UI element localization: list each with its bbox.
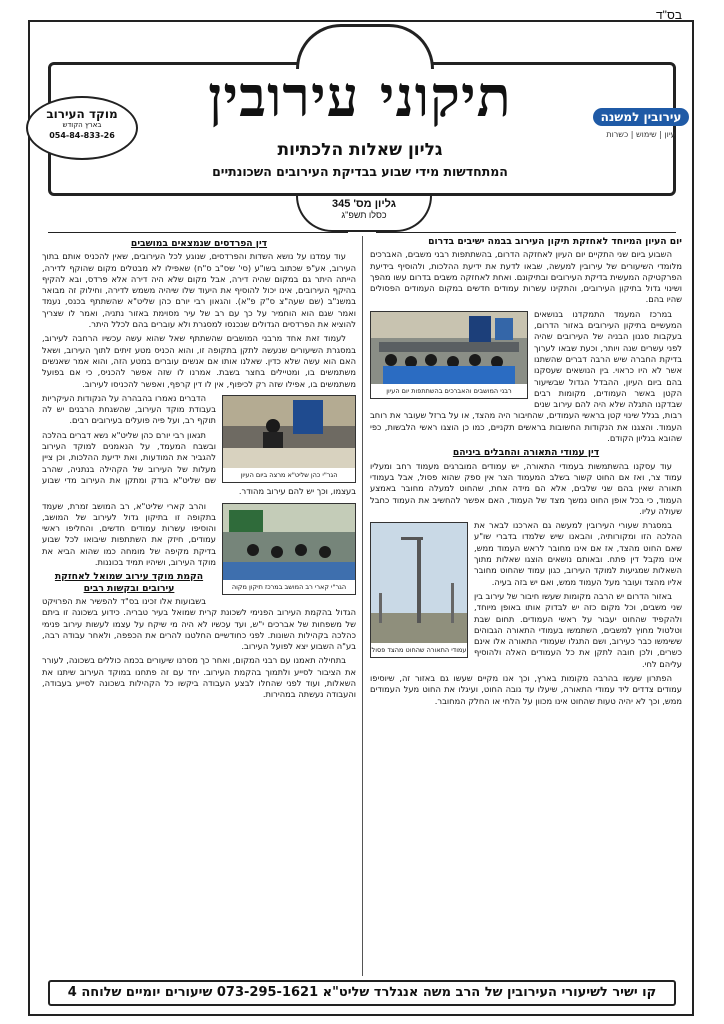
photo-scene [223,504,355,580]
article-paragraph: במרכז המעמד התמקדנו בנושאים המעשיים בתיקון העירובים באזור הדרום, בעקבות סגנון הבניה של העירובים שהיה לפני עשרים שנה ויותר, וכעת שבאו לערוך בדיקת החברה שיש הרבה דברים שהשתנו אשר לא היו כראוי. בין הנושאים שעסקנו בהם ביום העיון, ההבדל הגדול שבשיעור הקטן באשר העמודים, מקומות רבים שבדקנו התגלה שלא היה להם עירוב שנים רבות, בגלל שינוי קטן בראשי העמודים, שהחיבור היה מהצד, או על ברזל שעובר את רוחב העמוד. והצגנו את הנקודות החשובות בראשים תקניים, כמו כן הוצגו ראשי הלבשות, כפי שהובא בגליון הקודם. [370,308,682,444]
photo-scene [223,396,355,468]
issue-tab [296,196,432,232]
logo-name: עירובין למשנה [593,108,690,126]
logo-tagline: עיון | שימוש | כשרות [606,130,676,139]
photo-caption: רבני המושבים והאברכים בהשתתפות יום העיון [371,384,527,398]
article-paragraph: והרב קארי שליט"א, רב המושב זמרת, שעמד בתקופה זו בתיקון גדול לעירוב של המושב, והוסיפו עשרות עמודים חדשים, והחליפו ראשי עמודים, חיזק את השתתפות שיבואו לכל שבוע בדיקת מקיפה של מומחה כמו שהוא הביא את מוקד העירוב, ושיהיו תמיד בכוננות. [42,500,216,568]
article-paragraph: הדברים נאמרו בהבהרה על הנקודות העיקריות בעבודת מוקד העירוב, שהשגחת הרבנים יש לה תוקף רב, ועל פיה פועלים בעירובים רבים. [42,392,216,426]
speaker-photo [222,395,356,483]
article-paragraph: בתחילה תאמנו עם רבני המקום, ואחר כך מסרנו שיעורים בכמה כוללים בשכונה, לעורר את הציבור לסייע ולתמוך בהקמת העירוב. יחד עם זה פתחנו במוקד העירוב שיתנו את השאלות, ועוד לפני שהחלו לבצע העבודה ביקשו כל הקהילות בשכונה לסייע בעבודה, והעבודה נעשתה במהירות. [42,655,356,700]
photo-caption: עמודי התאורה שהחוט מהצד פסול [371,643,467,657]
article-paragraph: במסגרת שעורי העירובין למעשה גם הארכנו לבאר את ההלכה הזו ומקורותיה, והבאנו שיש שלמדו בדברי שו"ע שאם החוט מהצד, אז אם אינו מחובר לראש העמוד ממש, אינו מקבל דין פתח. ובאותם נושאים הוצגו שאלות מתוך השאלות שמגיעות למוקד העירוב, כגון עמוד שהחוט מחובר אליו מהצד ועובר מעל העמוד ממש, ואם יש בזה בעיה. [474,520,682,587]
article-paragraph: באזור הדרום יש הרבה מקומות שעשו חיבור של עירוב בין שני משבים, וכל מקום כזה יש לבדוק אותו באופן מיוחד, ולהקפיד שהחוט יעבור על ראשי העמודים. תחום שבת וטלטול מחוץ למשבים, השתמשו בעמודי התאורה הגבוהים ששימשו כבר כעירוב, ושם התגלו שעמודי התאורה אלו אינם כשרים, ולכן חובה לתקן את כל העמודים האלה ולהוסיף עליהם לחי. [473,590,682,669]
newsletter-title: תיקוני עירובין [208,64,512,130]
article-heading: דין עמודי התאורה והחבלים ביניהם [452,447,600,459]
issue-number: גליון מס' 345 [331,198,397,210]
photo-caption: הגר"י כהן שליט"א מרצה ביום העיון [223,468,355,482]
article-paragraph: בשבועות אלו זכינו בס"ד להפשיר את הפרויקט הגדול בהקמת העירוב הפנימי לשכונת קרית שמואל בעיר טבריה. כידוע בשכונה זו ביתם של משפחות של אברכים י"ש, ועד עכשיו לא היה מי שיקח על עצמו לעשות עירוב פנימי כהלכה בקהילות השונות. לפני כחודשיים החלטנו להרים את הכפפה, ולאחר עבודה רבה, בע"ה השבוע יצא לפועל העירוב. [42,595,356,652]
photo-scene [371,523,467,643]
newsletter-subtitle-line2: המתחדשות מידי שבוע בבדיקת העירובים השכונתיים [212,164,508,179]
issue-date: כסלו תשפ"ג [341,210,387,220]
hotline-seal [26,96,138,160]
article-paragraph: תגאון רבי יורם כהן שליט"א נשא דברים בהלכה ובשבח המעמד, על הנאמנים למוקד העירוב להגביר את המודעות, ואת ידיעת ההלכות, וכן ציין מעלות של העירוב של הקהילה בנתניה, שהרב שם שליט"א בודק ומתקן את העירוב מדי שבוע בעצמו, וכך יש להם עירוב מהודר. [42,429,356,497]
brand-logo [586,102,696,156]
article-paragraph: עוד עסקנו בהשתמשות בעמודי התאורה, יש עמודים המוברגים מעמוד רחב ומעליו עמוד צר, ואז אם החוט קשור בשלב המעמוד הצר אין ספק שהוא פסול, אבל בעמודי תאורה שאין בהם שני שלבים, אלא הם מידה אחת, שהחוט למעלה מחובר באמצע העמוד, כי בכל אופן החוט נמשך מצד של העמוד, האם אפשר להחשיב את העמוד כחבל שעולה עליו. [370,460,682,516]
seal-title: מוקד העירוב [46,107,118,121]
article-paragraph: עוד עמדנו על נושא השדות והפרדסים, שנוגע לכל העירובים, שאין להכניס אותם בתוך העירוב, אע"פ שכתוב בשו"ע (סי' שס"ב ס"ח) שאפילו לא מבטלים מקום שהוקף לדירה, הייתה היתר גם במקום שהיה דירה, אבל מקום שלא היה דירה אלא פרדס, ובא להקיף בהיקף העירובים, אינו יכול להוסיף את היעוד שלו שיהיה משמש לדירה, וחילוק זה מבואר במשנ"ב (שם שעה"צ ס"ק פ"א). והגאון רבי יורם כהן שליט"א שהשתתף בכנס, נעמד ואמר שגם הוא הוחמיר על כך עם רב של עיר מסוימת באזור נתניה, ואמר לו שצריך להוציא את הפרדסים הגדולים שנכנסו למסגרת ולא עוברים בהם לכלל היתר. [42,251,356,330]
article-heading: יום העיון המיוחד לאחזקת תיקון העירוב בבמה ישיבים בדרום [428,236,682,247]
article-paragraph: הפתרון שעשו בהרבה מקומות בארץ, וכך אנו מקיים שעשו גם באזור זה, שיוסיפו עמודים צדדים ליד עמודי התאורה, שיעלו עד גובה החוט, ועיגלו את החוט מעל העמודים ממש, וכך לא יהיה טעות שהחוט אינו מכוון על הלחי או החלק המחובר. [370,672,682,706]
rabbi-photo [222,503,356,595]
column-divider [362,236,363,976]
right-column [370,236,682,971]
pole-photo [370,522,468,658]
separator-right [376,232,676,233]
hotline-footer: קו ישיר לשיעורי העירובין של הרב משה אנגלרד שליט"א 073-295-1621 שיעורים יומיים שלוחה 4 [48,980,676,1006]
article-paragraph: לעמוד זאת אחד מרבני המושבים שהשתתף שאל שהוא עשה עכשיו הרחבה לעירוב, במסגרת השיעורים שנעשה לתקן בתקופה זו, והוא הכניס מטע זיתים לתוך העירוב, ושאל האם הוא עשה שלא כדין. שאלנו אותו אם אנשים עוברים במטע הזה, והוא אמר שאנשים משתמשים בו, ומטיילים בחצר בשבת. אמרנו לו שזה אפשר להכניס, כי אם בפועל משתמשים בו, אפילו שזה רק לכיפוף, אין לו דין קרפף, ואפשר להכניסו לעירוב. [42,333,356,389]
event-photo [370,311,528,399]
left-column [42,236,356,971]
seal-subtitle: בארץ הקודש [62,121,102,129]
newsletter-subtitle: גליון שאלות הלכתיות [277,140,443,160]
separator-left [48,232,348,233]
seal-phone: 054-84-833-26 [49,131,115,140]
article-heading: דין הפרדסים שנמצאים במושבים [130,238,268,249]
bsd-mark: בס"ד [656,8,682,22]
photo-scene [371,312,527,384]
article-heading: הקמת מוקד עירוב שמואל לאחזקת עירובים ובקשות רבים [54,571,204,594]
article-paragraph: השבוע ביום שני התקיים יום העיון לאחזקה הדרום, בהשתתפות רבני משבים, האברכים מלומדי השיעורים של עירובין למעשה, שבאו לדעת את ידיעת ההלכות, ולהוסיף בידיעת הפרקטיקה המעשית בדיקת העירובים ובתיקונם. ואחת לאחזקה משבים בדרום עשו מהפך ושינוי גדול בתיקון העירובים, והתקינו עשרות עמודים חדשים במקום העמודים הפסולים שהיו בהם. [370,249,682,305]
photo-caption: הגר"י קארי רב המושב במרכז תיקון מקוה [223,580,355,594]
